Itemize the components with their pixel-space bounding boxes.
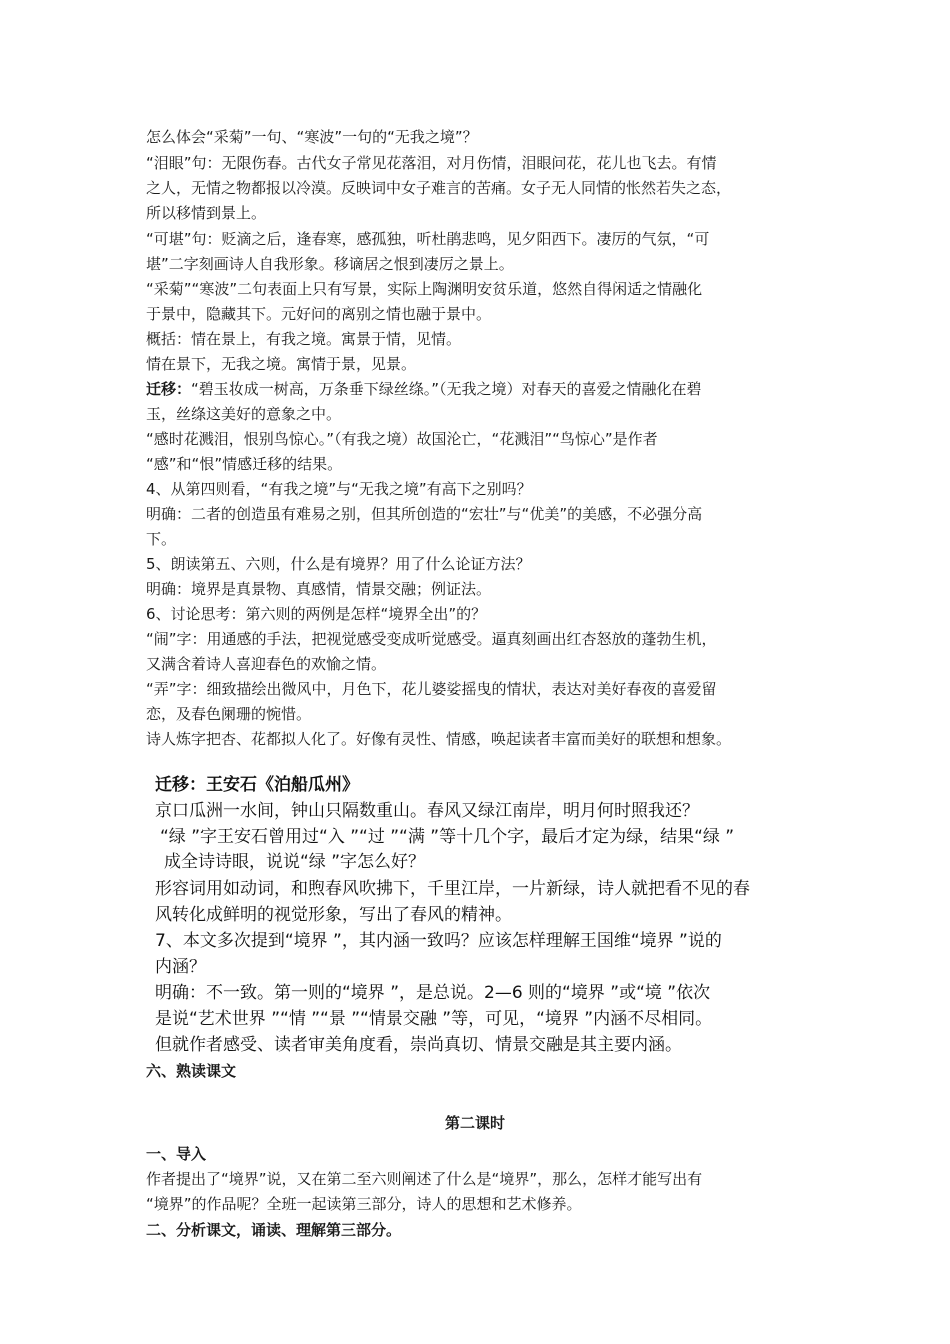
text-line: “采菊”“寒波”二句表面上只有写景，实际上陶渊明安贫乐道，悠然自得闲适之情融化 — [146, 280, 703, 298]
text-line: 所以移情到景上。 — [146, 204, 267, 222]
slide-line: 京口瓜洲一水间，钟山只隔数重山。春风又绿江南岸，明月何时照我还？ — [155, 801, 699, 821]
text-line: 明确：二者的创造虽有难易之别，但其所创造的“宏壮”与“优美”的美感，不必强分高 — [146, 505, 703, 523]
text-line: “可堪”句：贬滴之后，逢春寒，感孤独，听杜鹃悲鸣，见夕阳西下。凄厉的气氛，“可 — [146, 230, 710, 248]
slide-line: 风转化成鲜明的视觉形象，写出了春风的精神。 — [155, 905, 512, 925]
text-line: 之人，无情之物都报以冷漠。反映词中女子难言的苦痛。女子无人同情的怅然若失之态， — [146, 179, 732, 197]
slide-line: 内涵？ — [155, 957, 206, 977]
text-line: “境界”的作品呢？全班一起读第三部分，诗人的思想和艺术修养。 — [146, 1195, 582, 1213]
slide-line: “绿 ”字王安石曾用过“入 ”“过 ”“满 ”等十几个字，最后才定为绿，结果“绿 ” — [160, 827, 735, 847]
text-line: “闹”字：用通感的手法，把视觉感受变成听觉感受。逼真刻画出红杏怒放的蓬勃生机， — [146, 630, 717, 648]
text-line: “感时花溅泪，恨别鸟惊心。”（有我之境）故国沦亡，“花溅泪”“鸟惊心”是作者 — [146, 430, 658, 448]
text-line: “泪眼”句：无限伤春。古代女子常见花落泪，对月伤情，泪眼问花，花儿也飞去。有情 — [146, 154, 717, 172]
text-line: 下。 — [146, 530, 177, 548]
section-heading: 一、导入 — [146, 1145, 207, 1163]
slide-title: 迁移：王安石《泊船瓜州》 — [155, 775, 359, 795]
text-line: “感”和“恨”情感迁移的结果。 — [146, 455, 343, 473]
text-line: 于景中，隐藏其下。元好问的离别之情也融于景中。 — [146, 305, 492, 323]
text-line: 堪”二字刻画诗人自我形象。移谪居之恨到凄厉之景上。 — [146, 255, 514, 273]
lesson-heading: 第二课时 — [444, 1114, 505, 1132]
migrate-label: 迁移： — [146, 380, 192, 398]
question-line: 怎么体会“采菊”一句、“寒波”一句的“无我之境”？ — [146, 128, 478, 146]
question-line: 6、讨论思考：第六则的两例是怎样“境界全出”的？ — [146, 605, 487, 623]
slide-line: 成全诗诗眼，说说“绿 ”字怎么好？ — [164, 852, 426, 872]
text-line-content: “碧玉妆成一树高，万条垂下绿丝绦。”（无我之境）对春天的喜爱之情融化在碧 — [191, 380, 702, 398]
text-line: “弄”字：细致描绘出微风中，月色下，花儿婆娑摇曳的情状，表达对美好春夜的喜爱留 — [146, 680, 717, 698]
text-line: 又满含着诗人喜迎春色的欢愉之情。 — [146, 655, 387, 673]
question-line: 5、朗读第五、六则，什么是有境界？用了什么论证方法？ — [146, 555, 531, 573]
text-line: 恋，及春色阑珊的惋惜。 — [146, 705, 312, 723]
text-line: 作者提出了“境界”说，又在第二至六则阐述了什么是“境界”，那么，怎样才能写出有 — [146, 1170, 703, 1188]
section-heading: 六、熟读课文 — [146, 1062, 237, 1080]
text-line: 诗人炼字把杏、花都拟人化了。好像有灵性、情感，唤起读者丰富而美好的联想和想象。 — [146, 730, 732, 748]
text-line: 概括：情在景上，有我之境。寓景于情，见情。 — [146, 330, 462, 348]
slide-line: 形容词用如动词，和煦春风吹拂下，千里江岸，一片新绿，诗人就把看不见的春 — [155, 879, 750, 899]
slide-line: 但就作者感受、读者审美角度看，崇尚真切、情景交融是其主要内涵。 — [155, 1035, 682, 1055]
section-heading: 二、分析课文，诵读、理解第三部分。 — [146, 1221, 402, 1239]
slide-line: 明确：不一致。第一则的“境界 ”，是总说。2—6 则的“境界 ”或“境 ”依次 — [155, 983, 711, 1003]
question-line: 4、从第四则看，“有我之境”与“无我之境”有高下之别吗？ — [146, 480, 532, 498]
text-line: 明确：境界是真景物、真感情，情景交融；例证法。 — [146, 580, 492, 598]
text-line: 情在景下，无我之境。寓情于景，见景。 — [146, 355, 417, 373]
text-line — [146, 378, 702, 400]
text-line: 玉，丝绦这美好的意象之中。 — [146, 405, 342, 423]
slide-line: 是说“艺术世界 ”“情 ”“景 ”“情景交融 ”等，可见，“境界 ”内涵不尽相同。 — [155, 1009, 713, 1029]
slide-line: 7、本文多次提到“境界 ”，其内涵一致吗？应该怎样理解王国维“境界 ”说的 — [155, 931, 722, 951]
